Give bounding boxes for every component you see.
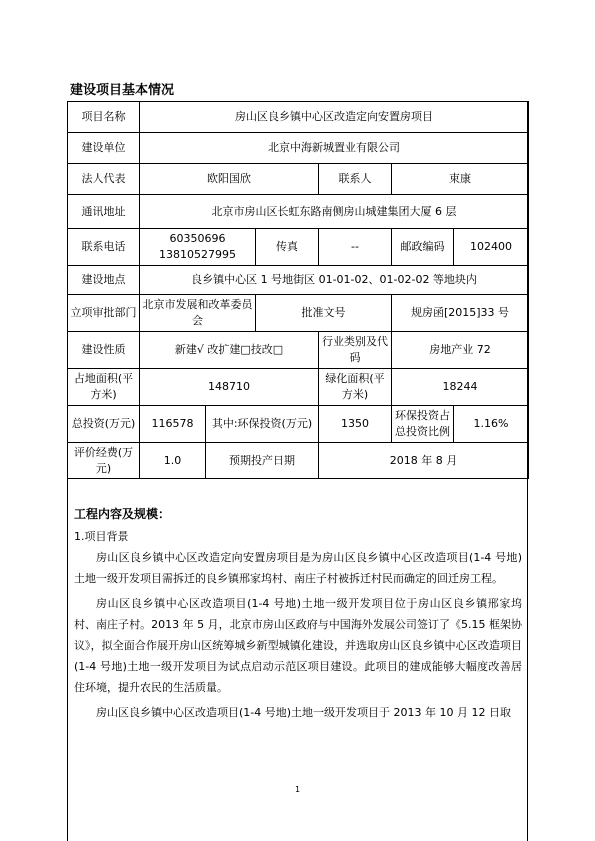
postcode-value: 102400 — [454, 229, 529, 266]
area-value: 148710 — [140, 369, 319, 406]
table-row — [68, 295, 529, 332]
approval-no-value: 规房函[2015]33 号 — [392, 295, 529, 332]
section-title: 工程内容及规模： — [74, 507, 171, 521]
site-value: 良乡镇中心区 1 号地街区 01-01-02、01-02-02 等地块内 — [140, 266, 529, 295]
nature-label: 建设性质 — [68, 332, 140, 369]
page-title: 建设项目基本情况 — [70, 83, 175, 98]
industry-label: 行业类别及代码 — [319, 332, 392, 369]
start-date-value: 2018 年 8 月 — [319, 443, 529, 479]
nature-value: 新建√ 改扩建□技改□ — [140, 332, 319, 369]
address-label: 通讯地址 — [68, 195, 140, 229]
fax-value: -- — [319, 229, 392, 266]
body-text — [74, 547, 522, 723]
approval-dept-label: 立项审批部门 — [68, 295, 140, 332]
contact-value: 束康 — [392, 164, 529, 195]
start-date-label: 预期投产日期 — [206, 443, 319, 479]
approval-dept-value: 北京市发展和改革委员会 — [140, 295, 256, 332]
table-row — [68, 266, 529, 295]
approval-no-label: 批准文号 — [256, 295, 392, 332]
invest-value: 116578 — [140, 406, 206, 443]
project-info-table — [67, 101, 529, 479]
paragraph: 房山区良乡镇中心区改造定向安置房项目是为房山区良乡镇中心区改造项目(1-4 号地)土地一级开发项目需拆迁的良乡镇邢家坞村、南庄子村被拆迁村民而确定的回迁房工程。 — [74, 551, 522, 585]
subsection-title: 1.项目背景 — [74, 530, 129, 543]
page-number: 1 — [294, 785, 301, 794]
invest-label: 总投资(万元) — [68, 406, 140, 443]
phone-value — [140, 229, 256, 266]
legal-rep-value: 欧阳国欣 — [140, 164, 319, 195]
postcode-label: 邮政编码 — [392, 229, 454, 266]
table-row — [68, 133, 529, 164]
env-ratio-label: 环保投资占总投资比例 — [392, 406, 454, 443]
contact-label: 联系人 — [319, 164, 392, 195]
table-row — [68, 102, 529, 133]
phone-2: 13810527995 — [159, 248, 236, 261]
area-label: 占地面积(平方米) — [68, 369, 140, 406]
address-value: 北京市房山区长虹东路南侧房山城建集团大厦 6 层 — [140, 195, 529, 229]
table-row — [68, 229, 529, 266]
table-row — [68, 406, 529, 443]
review-fee-value: 1.0 — [140, 443, 206, 479]
legal-rep-label: 法人代表 — [68, 164, 140, 195]
fax-label: 传真 — [256, 229, 319, 266]
paragraph: 房山区良乡镇中心区改造项目(1-4 号地)土地一级开发项目于 2013 年 10 月 12 日取 — [96, 706, 512, 719]
review-fee-label: 评价经费(万元) — [68, 443, 140, 479]
builder-label: 建设单位 — [68, 133, 140, 164]
table-row — [68, 369, 529, 406]
table-row — [68, 443, 529, 479]
env-ratio-value: 1.16% — [454, 406, 529, 443]
builder-value: 北京中海新城置业有限公司 — [140, 133, 529, 164]
table-row — [68, 164, 529, 195]
table-row — [68, 332, 529, 369]
paragraph: 房山区良乡镇中心区改造项目(1-4 号地)土地一级开发项目位于房山区良乡镇邢家坞村、南庄子村。2013 年 5 月，北京市房山区政府与中国海外发展公司签订了《5.15 框架协议》，拟全面合作展开房山区统筹城乡新型城镇化建设，并选取房山区良乡镇中心区改造项目(1-4 号地)土地一级开发项目为试点启动示范区项目建设。此项目的建成能够大幅度改善居住环境，提升农民的生活质量。 — [74, 597, 522, 694]
env-invest-value: 1350 — [319, 406, 392, 443]
industry-value: 房地产业 72 — [392, 332, 529, 369]
table-row — [68, 195, 529, 229]
site-label: 建设地点 — [68, 266, 140, 295]
green-value: 18244 — [392, 369, 529, 406]
env-invest-label: 其中:环保投资(万元) — [206, 406, 319, 443]
phone-1: 60350696 — [169, 232, 226, 245]
project-name-label: 项目名称 — [68, 102, 140, 133]
phone-label: 联系电话 — [68, 229, 140, 266]
project-name-value: 房山区良乡镇中心区改造定向安置房项目 — [140, 102, 529, 133]
green-label: 绿化面积(平方米) — [319, 369, 392, 406]
